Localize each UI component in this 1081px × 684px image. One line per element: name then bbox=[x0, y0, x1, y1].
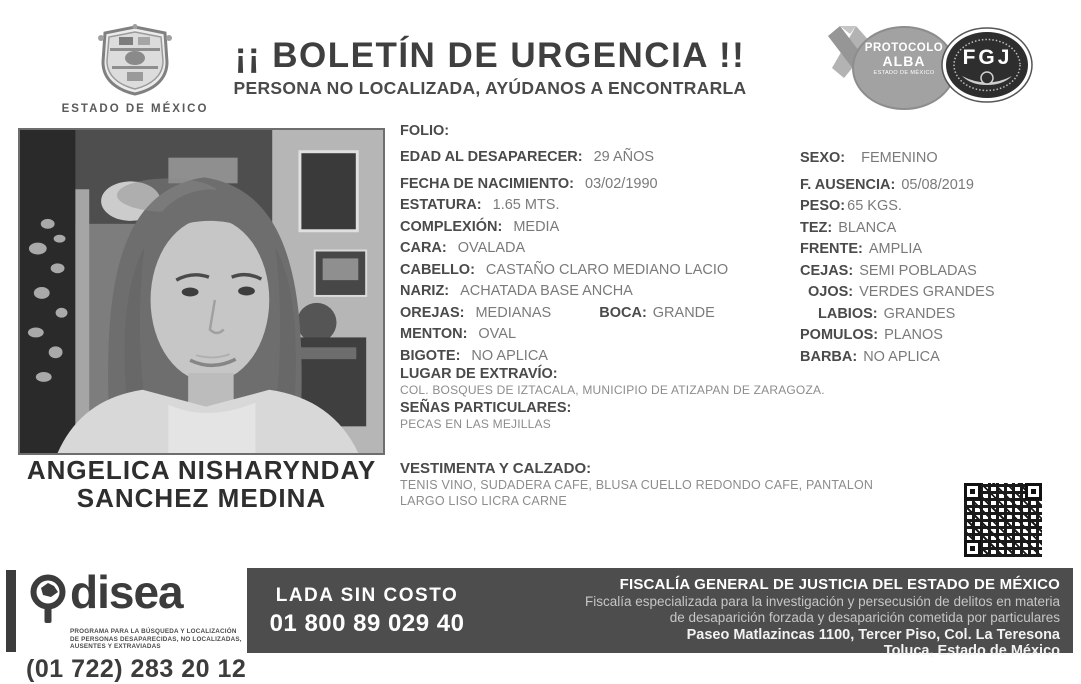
field-label: BIGOTE: bbox=[400, 347, 461, 364]
field-row-estatura bbox=[400, 197, 800, 219]
field-label: FRENTE: bbox=[800, 241, 863, 257]
field-row-frente bbox=[800, 241, 1078, 263]
odisea-phone: (01 722) 283 20 12 bbox=[26, 654, 247, 683]
field-label: PESO: bbox=[800, 198, 846, 214]
field-label: BOCA: bbox=[599, 304, 647, 321]
qr-code-pattern bbox=[964, 483, 1042, 557]
coat-of-arms-icon bbox=[83, 24, 187, 96]
field-label: TEZ: bbox=[800, 219, 833, 236]
field-value: 03/02/1990 bbox=[585, 176, 658, 192]
odisea-tagline-line1: PROGRAMA PARA LA BÚSQUEDA Y LOCALIZACIÓN bbox=[70, 628, 237, 635]
field-value: GRANDE bbox=[652, 304, 715, 321]
field-label: EDAD AL DESAPARECER: bbox=[400, 149, 583, 165]
field-label: LABIOS: bbox=[818, 305, 878, 322]
lugar-extravio-value: COL. BOSQUES DE IZTACALA, MUNICIPIO DE ATIZAPAN DE ZARAGOZA. bbox=[400, 383, 825, 397]
odisea-tagline-line3: AUSENTES Y EXTRAVIADAS bbox=[70, 643, 161, 650]
field-label: CABELLO: bbox=[400, 261, 475, 278]
field-value: BLANCA bbox=[838, 219, 897, 236]
vestimenta-line2: LARGO LISO LICRA CARNE bbox=[400, 493, 567, 508]
vestimenta-line1: TENIS VINO, SUDADERA CAFE, BLUSA CUELLO REDONDO CAFE, PANTALON bbox=[400, 478, 874, 492]
person-name-line2: SANCHEZ MEDINA bbox=[76, 483, 327, 513]
field-row-orejas-boca bbox=[400, 305, 800, 327]
alba-line3: ESTADO DE MÉXICO bbox=[873, 69, 935, 76]
field-value: CASTAÑO CLARO MEDIANO LACIO bbox=[485, 261, 729, 278]
field-value: OVALADA bbox=[457, 240, 526, 256]
field-value: AMPLIA bbox=[868, 241, 923, 257]
odisea-block bbox=[26, 566, 247, 684]
field-label: MENTON: bbox=[400, 326, 468, 342]
lada-label: LADA SIN COSTO bbox=[275, 585, 459, 606]
lada-phone: 01 800 89 029 40 bbox=[269, 610, 465, 637]
field-label: POMULOS: bbox=[800, 327, 879, 343]
field-value: VERDES GRANDES bbox=[859, 284, 995, 300]
field-label: OREJAS: bbox=[400, 304, 465, 321]
field-row-fecha-nacimiento bbox=[400, 176, 800, 197]
field-row-nariz bbox=[400, 283, 800, 305]
fiscalia-address-line1: Paseo Matlazincas 1100, Tercer Piso, Col. La Teresona bbox=[686, 626, 1060, 643]
fiscalia-address-line2: Toluca, Estado de México bbox=[883, 643, 1060, 659]
alba-line1: PROTOCOLO bbox=[864, 42, 944, 54]
field-label: ESTATURA: bbox=[400, 197, 482, 213]
field-value: SEMI POBLADAS bbox=[859, 262, 977, 279]
field-value: GRANDES bbox=[883, 305, 956, 322]
senas-particulares-value: PECAS EN LAS MEJILLAS bbox=[400, 416, 551, 431]
vestimenta-label: VESTIMENTA Y CALZADO: bbox=[400, 460, 592, 477]
field-value: FEMENINO bbox=[861, 150, 938, 166]
field-row-ausencia bbox=[800, 177, 1078, 198]
field-label: COMPLEXIÓN: bbox=[400, 218, 503, 235]
field-row-sexo bbox=[800, 150, 1078, 177]
section-lugar-extravio bbox=[400, 366, 920, 431]
field-value: MEDIANAS bbox=[475, 304, 552, 321]
fiscalia-block bbox=[520, 577, 1060, 660]
field-row-labios bbox=[800, 306, 1078, 328]
senas-particulares-label: SEÑAS PARTICULARES: bbox=[400, 399, 572, 416]
field-row-menton bbox=[400, 326, 800, 348]
lada-sin-costo-block bbox=[262, 585, 472, 638]
fiscalia-title: FISCALÍA GENERAL DE JUSTICIA DEL ESTADO DE MÉXICO bbox=[619, 576, 1060, 593]
fiscalia-line2: de desaparición forzada y desaparición cometida por particulares bbox=[669, 610, 1060, 625]
field-value: 65 KGS. bbox=[847, 198, 902, 214]
magnifying-glass-icon bbox=[26, 574, 70, 626]
field-value: 05/08/2019 bbox=[901, 177, 974, 193]
field-value: PLANOS bbox=[884, 327, 943, 343]
fiscalia-line1: Fiscalía especializada para la investigación y persecusión de delitos en materia bbox=[584, 593, 1060, 609]
field-label: NARIZ: bbox=[400, 283, 450, 299]
fields-column-right bbox=[800, 150, 1078, 370]
field-row-complexion bbox=[400, 219, 800, 241]
field-label: FECHA DE NACIMIENTO: bbox=[400, 176, 574, 192]
bulletin-subtitle: PERSONA NO LOCALIZADA, AYÚDANOS A ENCONTRARLA bbox=[233, 78, 747, 98]
footer-left-bar bbox=[6, 570, 16, 652]
alba-line2: ALBA bbox=[882, 53, 926, 70]
bulletin-title: ¡¡ BOLETÍN DE URGENCIA !! bbox=[234, 36, 746, 75]
qr-finder-icon bbox=[964, 540, 981, 557]
fields-column-left bbox=[400, 123, 800, 369]
field-row-edad bbox=[400, 149, 800, 176]
field-row-cabello bbox=[400, 262, 800, 284]
qr-code bbox=[961, 480, 1045, 560]
field-label: FOLIO: bbox=[400, 123, 450, 139]
field-value: MEDIA bbox=[513, 218, 560, 235]
qr-finder-icon bbox=[964, 483, 981, 500]
estado-de-mexico-caption: ESTADO DE MÉXICO bbox=[61, 103, 209, 115]
field-row-tez bbox=[800, 220, 1078, 242]
odisea-tagline bbox=[70, 628, 244, 651]
section-vestimenta bbox=[400, 459, 910, 509]
field-value: 29 AÑOS bbox=[593, 149, 655, 165]
field-row-cejas bbox=[800, 263, 1078, 285]
field-label: BARBA: bbox=[800, 348, 858, 365]
qr-finder-icon bbox=[1025, 483, 1042, 500]
field-label: F. AUSENCIA: bbox=[800, 177, 896, 193]
odisea-brand-text: disea bbox=[70, 566, 183, 618]
fgj-seal-logo bbox=[940, 26, 1035, 106]
field-label: SEXO: bbox=[800, 150, 846, 166]
person-name bbox=[10, 456, 393, 512]
missing-person-photo bbox=[18, 128, 385, 455]
person-name-line1: ANGELICA NISHARYNDAY bbox=[26, 455, 377, 485]
field-row-cara bbox=[400, 240, 800, 262]
field-row-pomulos bbox=[800, 327, 1078, 349]
field-value: 1.65 MTS. bbox=[492, 197, 560, 213]
portrait-illustration bbox=[20, 130, 383, 453]
protocolo-alba-logo bbox=[826, 20, 956, 115]
odisea-brand-row bbox=[26, 566, 244, 626]
field-value: NO APLICA bbox=[471, 347, 548, 364]
field-label: OJOS: bbox=[808, 284, 854, 300]
field-label: CEJAS: bbox=[800, 262, 854, 279]
fgj-label: FGJ bbox=[962, 46, 1013, 69]
field-value: NO APLICA bbox=[863, 348, 940, 365]
odisea-tagline-line2: DE PERSONAS DESAPARECIDAS, NO LOCALIZADAS, bbox=[70, 635, 242, 643]
field-value: ACHATADA BASE ANCHA bbox=[460, 283, 633, 299]
field-row-folio bbox=[400, 123, 800, 149]
field-label: CARA: bbox=[400, 240, 447, 256]
field-row-ojos bbox=[800, 284, 1078, 306]
field-value: OVAL bbox=[478, 326, 517, 342]
field-row-peso bbox=[800, 198, 1078, 220]
lugar-extravio-label: LUGAR DE EXTRAVÍO: bbox=[400, 366, 558, 382]
